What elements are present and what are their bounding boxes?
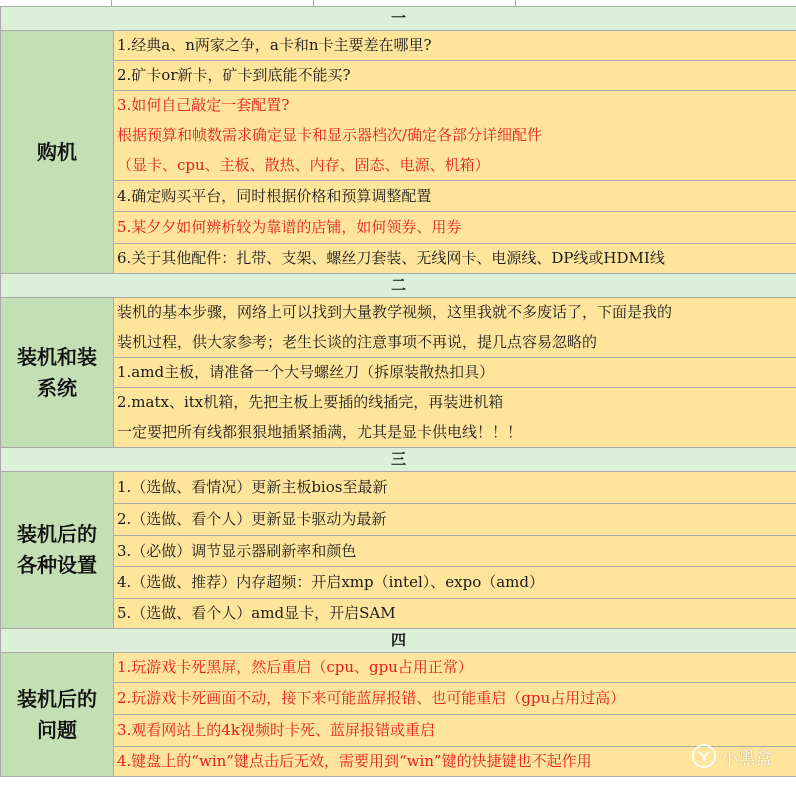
item-cell — [114, 472, 796, 504]
item-text: 2.matx、itx机箱，先把主板上要插的线插完，再装进机箱 — [117, 393, 504, 411]
item-cell — [114, 358, 796, 388]
item-text: 4.键盘上的“win”键点击后无效，需要用到“win”键的快捷键也不起作用 — [117, 752, 592, 770]
section-header: 四 — [1, 629, 796, 653]
item-cell — [114, 599, 796, 629]
category-label: 装机后的 — [17, 522, 97, 546]
item-cell — [114, 244, 796, 274]
item-text: 装机过程，供大家参考；老生长谈的注意事项不再说，提几点容易忽略的 — [117, 333, 598, 351]
guide-table — [0, 6, 796, 777]
item-text: 一定要把所有线都狠狠地插紧插满，尤其是显卡供电线！！！ — [117, 423, 523, 441]
item-text: 1.经典a、n两家之争，a卡和n卡主要差在哪里? — [117, 36, 432, 54]
item-text: 3.观看网站上的4k视频时卡死、蓝屏报错或重启 — [117, 721, 435, 739]
watermark-text: 小黑盒 — [721, 748, 772, 769]
section-header-row — [1, 448, 796, 472]
item-text: 2.矿卡or新卡，矿卡到底能不能买? — [117, 66, 351, 84]
category-cell — [1, 298, 114, 448]
item-text: 6.关于其他配件：扎带、支架、螺丝刀套装、无线网卡、电源线、DP线或HDMI线 — [117, 249, 665, 267]
item-cell — [114, 567, 796, 599]
table-row — [1, 472, 796, 504]
table-row — [1, 653, 796, 683]
section-header: 三 — [1, 448, 796, 472]
item-cell — [114, 683, 796, 715]
section-header-row — [1, 274, 796, 298]
section-header-row — [1, 629, 796, 653]
section-header: 二 — [1, 274, 796, 298]
item-cell — [114, 61, 796, 91]
category-label: 装机和装 — [17, 344, 97, 369]
item-text: 2.玩游戏卡死画面不动，接下来可能蓝屏报错、也可能重启（gpu占用过高） — [117, 689, 626, 707]
table-row — [1, 358, 796, 388]
section-header: 一 — [1, 7, 796, 31]
table-row — [1, 536, 796, 567]
table-row — [1, 567, 796, 599]
category-cell — [1, 31, 114, 274]
table-row — [1, 504, 796, 536]
item-text: （显卡、cpu、主板、散热、内存、固态、电源、机箱） — [117, 156, 490, 174]
table-row — [1, 683, 796, 715]
category-label: 各种设置 — [17, 553, 97, 577]
item-text: 装机的基本步骤，网络上可以找到大量教学视频，这里我就不多废话了，下面是我的 — [117, 303, 673, 321]
table-row — [1, 91, 796, 181]
category-label: 购机 — [37, 139, 77, 164]
item-cell — [114, 504, 796, 536]
item-text: 3.如何自己敲定一套配置? — [117, 96, 290, 114]
category-label: 装机后的 — [17, 686, 97, 711]
item-cell — [114, 31, 796, 61]
table-row — [1, 715, 796, 747]
category-label: 系统 — [37, 375, 77, 400]
item-text: 根据预算和帧数需求确定显卡和显示器档次/确定各部分详细配件 — [117, 126, 543, 144]
item-cell — [114, 388, 796, 448]
category-cell — [1, 653, 114, 777]
item-text: 4.确定购买平台，同时根据价格和预算调整配置 — [117, 186, 432, 205]
item-cell — [114, 536, 796, 567]
item-text: 1.（选做、看情况）更新主板bios至最新 — [117, 478, 388, 496]
table-row — [1, 599, 796, 629]
table-row — [1, 212, 796, 244]
watermark — [691, 743, 772, 769]
item-cell — [114, 212, 796, 244]
item-cell — [114, 653, 796, 683]
item-cell — [114, 715, 796, 747]
item-cell — [114, 181, 796, 212]
item-text: 1.玩游戏卡死黑屏，然后重启（cpu、gpu占用正常） — [117, 658, 473, 676]
item-text: 1.amd主板，请准备一个大号螺丝刀（拆原装散热扣具） — [117, 363, 495, 381]
table-row — [1, 298, 796, 358]
xiaoheihe-logo-icon — [691, 743, 717, 769]
table-row — [1, 388, 796, 448]
table-row — [1, 61, 796, 91]
item-cell — [114, 91, 796, 181]
item-text: 5.（选做、看个人）amd显卡，开启SAM — [117, 604, 396, 622]
table-row — [1, 181, 796, 212]
table-row — [1, 31, 796, 61]
item-text: 4.（选做、推荐）内存超频：开启xmp（intel）、expo（amd） — [117, 573, 544, 591]
category-cell — [1, 472, 114, 629]
item-text: 5.某夕夕如何辨析较为靠谱的店铺，如何领券、用券 — [117, 218, 462, 236]
item-cell — [114, 298, 796, 358]
item-text: 3.（必做）调节显示器刷新率和颜色 — [117, 541, 357, 560]
table-row — [1, 747, 796, 777]
category-label: 问题 — [37, 717, 77, 742]
section-header-row — [1, 7, 796, 31]
item-text: 2.（选做、看个人）更新显卡驱动为最新 — [117, 510, 387, 528]
table-row — [1, 244, 796, 274]
